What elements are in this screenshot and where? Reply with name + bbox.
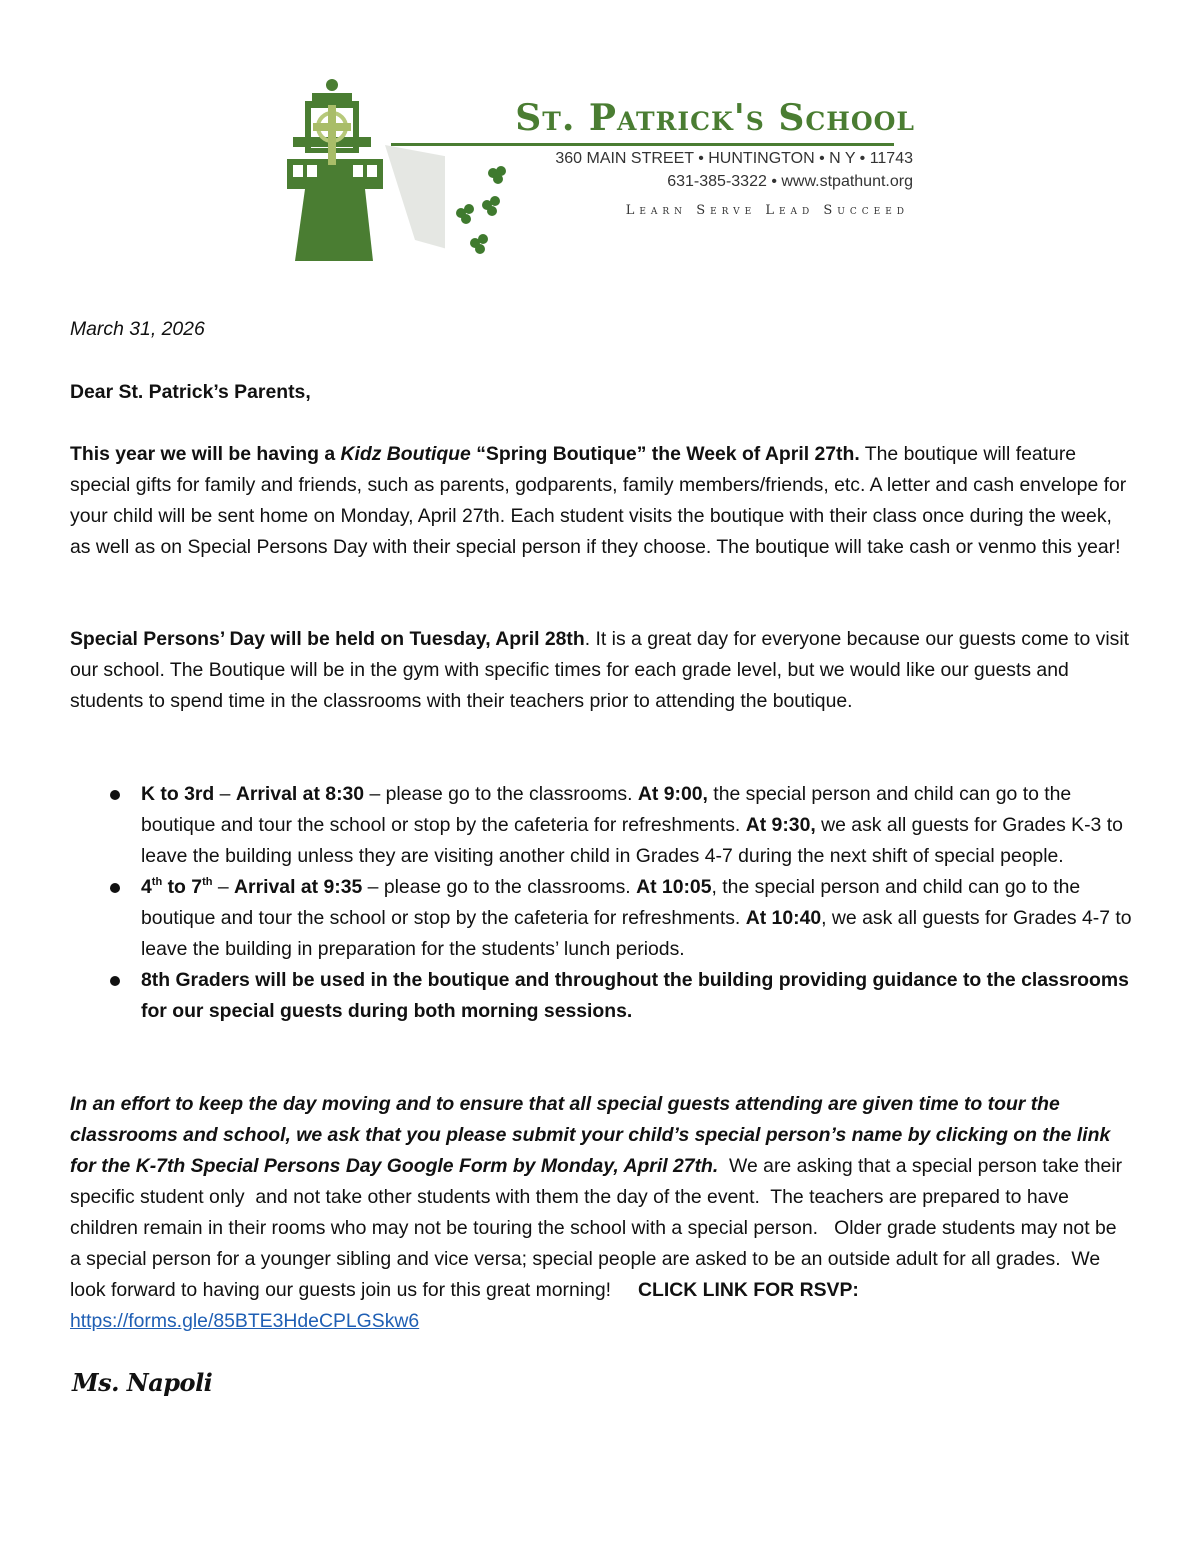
body-text: – [212,876,235,898]
bold-text: At 9:00, [637,783,708,805]
rsvp-label: CLICK LINK FOR RSVP: [638,1279,859,1301]
shamrocks-icon [445,165,525,265]
rsvp-link[interactable]: https://forms.gle/85BTE3HdeCPLGSkw6 [70,1310,420,1332]
body-text: We are asking that a special person take their specific student only and not take other students with them the day of the event. The teachers are prepared to have children remain in their rooms who may not be touring the school with a special person. Older grade students may not be a special person for a younger sibling and vice versa; special people are asked to be an outside adult for all grades. We look forward to having our guests join us for this great morning! [70,1155,1128,1301]
schedule-list [70,779,1132,1027]
bold-text: “Spring Boutique” the Week of April 27th. [470,443,860,465]
body-text: – please go to the classrooms. [362,876,637,898]
body-text: . It is a great day for everyone because our guests come to visit our school. The Boutique will be in the gym with specific times for each grade level, but we would like our guests and students to spend time in the classrooms with their teachers prior to attending the boutique. [70,628,1130,712]
bullet-icon [110,790,120,800]
paragraph-boutique [70,439,1132,563]
body-text: The boutique will feature special gifts for family and friends, such as parents, godparents, family members/friends, etc. A letter and cash envelope for your child will be sent home on Monday, April 27th. Each student visits the boutique with their class once during the week, as well as on Special Persons Day with their special person if they choose. The boutique will take cash or venmo this year! [70,443,1127,558]
bold-text: Arrival at 8:30 [235,783,365,805]
body-text: the special person and child can go to the boutique and tour the school or stop by the cafeteria for refreshments. [141,783,1072,836]
superscript: th [151,876,163,888]
bold-text: At 9:30, [745,814,816,836]
list-item [70,872,1132,965]
body-text: – please go to the classrooms. [364,783,638,805]
bullet-icon [110,976,120,986]
body-text: , the special person and child can go to the boutique and tour the school or stop by the cafeteria for refreshments. [141,876,1081,929]
bold-text: This year we will be having a [70,443,341,465]
bullet-icon [110,883,120,893]
bold-text: K to 3rd [141,783,215,805]
letter-date: March 31, 2026 [70,318,205,340]
list-item [70,965,1132,1027]
bold-text: Special Persons’ Day will be held on Tuesday, April 28th [70,628,585,650]
body-text: , we ask all guests for Grades 4-7 to leave the building in preparation for the students’ lunch periods. [141,907,1132,960]
school-contact: 631-385-3322 • www.stpathunt.org [667,173,913,190]
school-motto: Learn Serve Lead Succeed [625,203,909,218]
body-text: we ask all guests for Grades K-3 to leave the building unless they are visiting another child in Grades 4-7 during the next shift of special people. [141,814,1123,867]
letterhead [285,75,915,265]
list-item [70,779,1132,872]
paragraph-rsvp [70,1089,1132,1337]
paragraph-special-persons-day [70,624,1132,717]
school-address: 360 MAIN STREET • HUNTINGTON • N Y • 11743 [555,150,913,167]
body-text: – [214,783,236,805]
letter-greeting: Dear St. Patrick’s Parents, [70,381,311,403]
signature: Ms. Napoli [72,1368,213,1397]
bold-text: 8th Graders will be used in the boutique and throughout the building providing guidance to the classrooms for our special guests during both morning sessions. [141,969,1129,1022]
divider [391,143,894,146]
bold-text: 4 [141,876,152,898]
bold-text: Arrival at 9:35 [234,876,363,898]
bold-text: to 7 [162,876,203,898]
school-name: St. Patrick's School [515,97,915,139]
bold-italic-text: In an effort to keep the day moving and to ensure that all special guests attending are given time to tour the classrooms and school, we ask that you please submit your child’s special person’s name by clicking on the link for the K-7th Special Persons Day Google Form by Monday, April 27th. [70,1093,1111,1177]
bold-italic-text: Kidz Boutique [340,443,471,465]
superscript: th [202,876,213,888]
bold-text: At 10:05 [636,876,712,898]
bold-text: At 10:40 [745,907,822,929]
